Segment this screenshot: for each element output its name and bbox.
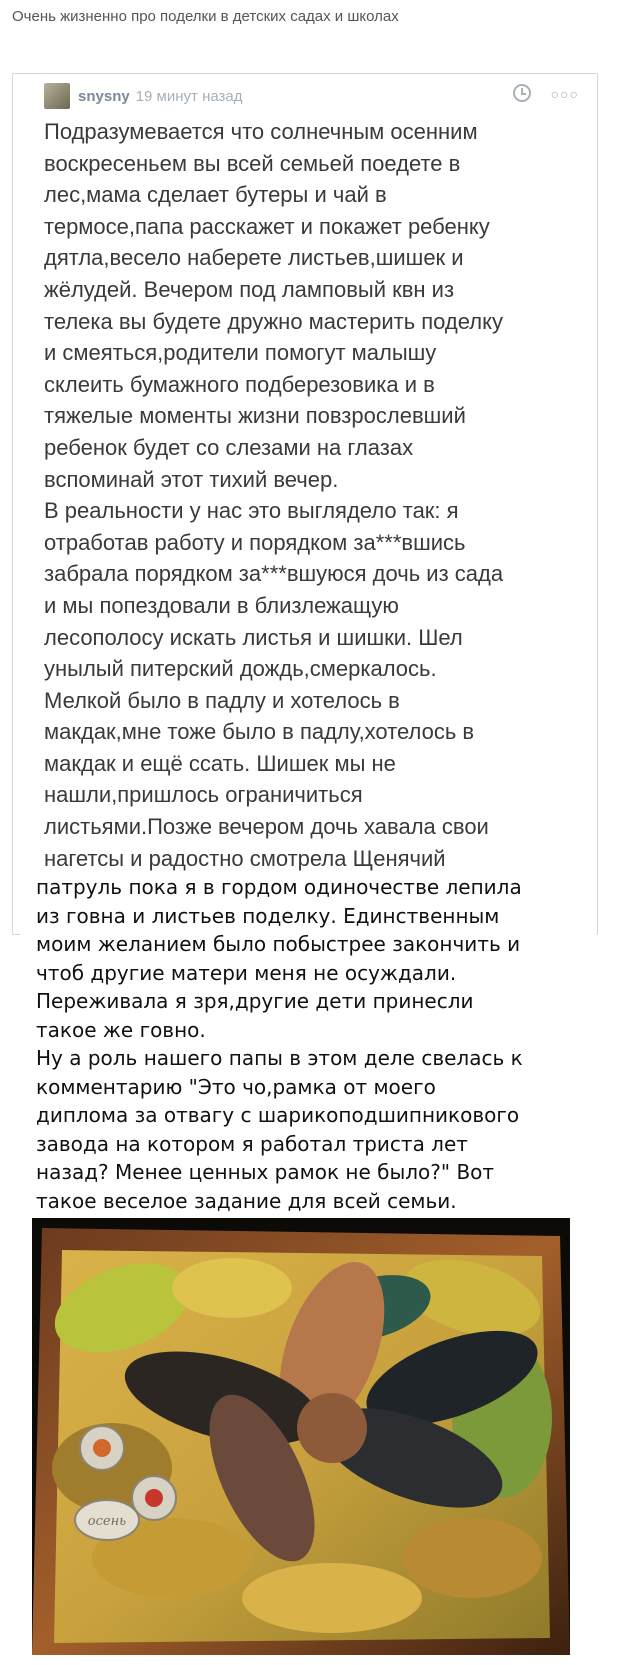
comment-continuation [20,873,596,1665]
badge-label: осень [87,1514,127,1529]
comment-time[interactable]: 19 минут назад [135,87,243,105]
framed-leaf-picture [32,1218,570,1655]
username-link[interactable]: snysny [78,87,130,105]
comment-card [12,73,598,935]
leaf-craft-photo [32,1218,570,1655]
continuation-text: патруль пока я в гордом одиночестве лепила из говна и листьев поделку. Единственным моим желанием было побыстрее закончить и чтоб другие матери меня не осуждали. Переживала я зря,другие дети принесли такое же говно. Ну а роль нашего папы в этом деле свелась к комментарию "Это чо,рамка от моего диплома за отвагу с шарикоподшипникового завода на котором я работал триста лет назад? Менее ценных рамок не было?" Вот такое веселое задание для всей семьи. [36,875,523,1213]
more-icon[interactable]: ○○○ [550,86,579,102]
post-title[interactable]: Очень жизненно про поделки в детских садах и школах [12,8,399,25]
clock-icon[interactable] [513,84,531,102]
comment-text: Подразумевается что солнечным осенним воскресеньем вы всей семьей поедете в лес,мама сделает бутеры и чай в термосе,папа расскажет и покажет ребенку дятла,весело наберете листьев,шишек и жёлудей. Вечером под ламповый квн из телека вы будете дружно мастерить поделку и смеяться,родители помогут малышу склеить бумажного подберезовика и в тяжелые моменты жизни повзрослевший ребенок будет со слезами на глазах вспоминай этот тихий вечер. В реальности у нас это выглядело так: я отработав работу и порядком за***вшись забрала порядком за***вшуюся дочь из сада и мы попездовали в близлежащую лесополосу искать листья и шишки. Шел унылый питерский дождь,смеркалось. Мелкой было в падлу и хотелось в макдак,мне тоже было в падлу,хотелось в макдак и ещё ссать. Шишек мы не нашли,пришлось ограничиться листьями.Позже вечером дочь хавала свои нагетсы и радостно смотрела Щенячий [44,119,504,871]
comment-body [44,82,587,874]
avatar[interactable] [44,83,70,109]
comment-header [44,82,587,110]
